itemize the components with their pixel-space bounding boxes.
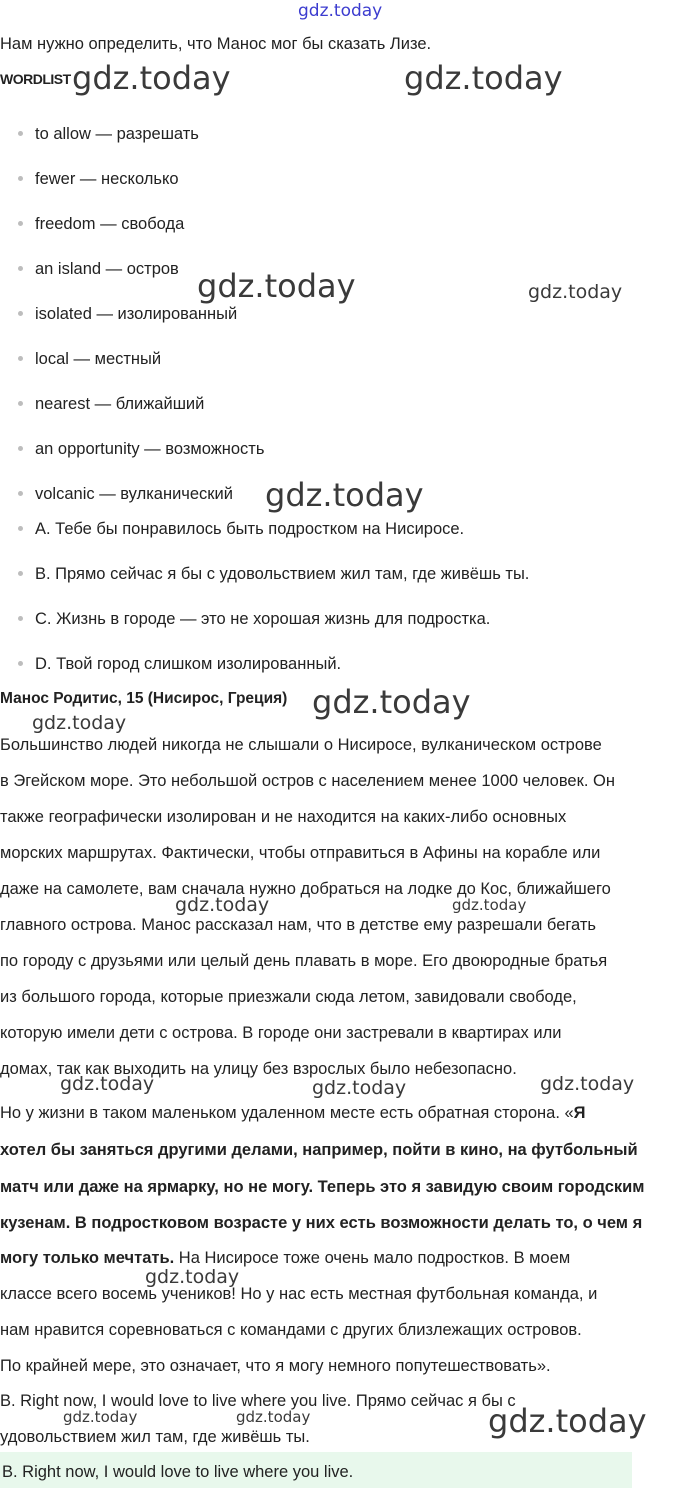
paragraph-line: могу только мечтать. На Нисиросе тоже очень мало подростков. В моем: [0, 1249, 571, 1267]
watermark: gdz.today: [312, 683, 471, 721]
bullet-icon: [18, 446, 23, 451]
paragraph-line: из большого города, которые приезжали сюда летом, завидовали свободе,: [0, 988, 577, 1006]
quote-line: кузенам. В подростковом возрасте у них есть возможности делать то, о чем я: [0, 1214, 643, 1232]
bullet-icon: [18, 571, 23, 576]
watermark: gdz.today: [312, 1077, 407, 1099]
paragraph-line: по городу с друзьями или целый день плавать в море. Его двоюродные братья: [0, 952, 608, 970]
bullet-icon: [18, 491, 23, 496]
quote-line: матч или даже на ярмарку, но не могу. Теперь это я завидую своим городским: [0, 1178, 645, 1196]
top-watermark: gdz.today: [298, 1, 383, 21]
watermark: gdz.today: [528, 281, 623, 303]
bullet-icon: [18, 356, 23, 361]
watermark: gdz.today: [60, 1073, 155, 1095]
intro-text: Нам нужно определить, что Манос мог бы сказать Лизе.: [0, 35, 432, 53]
watermark: gdz.today: [488, 1402, 647, 1440]
option-a: A. Тебе бы понравилось быть подростком на Нисиросе.: [18, 521, 464, 538]
bullet-icon: [18, 526, 23, 531]
watermark: gdz.today: [63, 1408, 138, 1426]
option-d: D. Твой город слишком изолированный.: [18, 656, 341, 673]
watermark: gdz.today: [540, 1073, 635, 1095]
answer-text: B. Right now, I would love to live where you live.: [2, 1463, 354, 1481]
bullet-icon: [18, 266, 23, 271]
watermark: gdz.today: [32, 712, 127, 734]
watermark: gdz.today: [265, 476, 424, 514]
watermark: gdz.today: [145, 1266, 240, 1288]
bullet-icon: [18, 616, 23, 621]
paragraph-line: нам нравится соревноваться с командами с других близлежащих островов.: [0, 1321, 582, 1339]
list-item: isolated — изолированный: [18, 306, 237, 323]
paragraph-line: которую имели дети с острова. В городе они застревали в квартирах или: [0, 1024, 562, 1042]
paragraph-line: морских маршрутах. Фактически, чтобы отправиться в Афины на корабле или: [0, 844, 601, 862]
article-heading: Манос Родитис, 15 (Нисирос, Греция): [0, 690, 288, 707]
watermark: gdz.today: [72, 59, 231, 97]
paragraph-line: также географически изолирован и не находится на каких-либо основных: [0, 808, 567, 826]
bullet-icon: [18, 131, 23, 136]
quote-line: хотел бы заняться другими делами, например, пойти в кино, на футбольный: [0, 1141, 638, 1159]
bullet-icon: [18, 176, 23, 181]
explanation-line: удовольствием жил там, где живёшь ты.: [0, 1428, 310, 1446]
explanation-line: B. Right now, I would love to live where you live. Прямо сейчас я бы с: [0, 1392, 516, 1410]
bullet-icon: [18, 401, 23, 406]
bullet-icon: [18, 221, 23, 226]
wordlist-heading: WORDLIST: [0, 71, 71, 87]
list-item: nearest — ближайший: [18, 396, 204, 413]
paragraph-line: классе всего восемь учеников! Но у нас есть местная футбольная команда, и: [0, 1285, 598, 1303]
bullet-icon: [18, 661, 23, 666]
list-item: local — местный: [18, 351, 161, 368]
paragraph-line: По крайней мере, это означает, что я могу немного попутешествовать».: [0, 1357, 551, 1375]
list-item: to allow — разрешать: [18, 126, 199, 143]
list-item: an island — остров: [18, 261, 179, 278]
list-item: an opportunity — возможность: [18, 441, 264, 458]
paragraph-line: в Эгейском море. Это небольшой остров с населением менее 1000 человек. Он: [0, 772, 615, 790]
option-c: C. Жизнь в городе — это не хорошая жизнь для подростка.: [18, 611, 490, 628]
list-item: volcanic — вулканический: [18, 486, 233, 503]
watermark: gdz.today: [452, 896, 527, 914]
watermark: gdz.today: [197, 267, 356, 305]
paragraph-line: даже на самолете, вам сначала нужно добраться на лодке до Кос, ближайшего: [0, 880, 611, 898]
watermark: gdz.today: [175, 894, 270, 916]
paragraph-line: Большинство людей никогда не слышали о Нисиросе, вулканическом острове: [0, 736, 602, 754]
paragraph-line: домах, так как выходить на улицу без взрослых было небезопасно.: [0, 1060, 517, 1078]
paragraph-line: главного острова. Манос рассказал нам, что в детстве ему разрешали бегать: [0, 916, 596, 934]
paragraph-line: Но у жизни в таком маленьком удаленном месте есть обратная сторона. «Я: [0, 1104, 586, 1122]
watermark: gdz.today: [404, 59, 563, 97]
watermark: gdz.today: [236, 1408, 311, 1426]
list-item: fewer — несколько: [18, 171, 179, 188]
option-b: B. Прямо сейчас я бы с удовольствием жил там, где живёшь ты.: [18, 566, 529, 583]
bullet-icon: [18, 311, 23, 316]
list-item: freedom — свобода: [18, 216, 184, 233]
